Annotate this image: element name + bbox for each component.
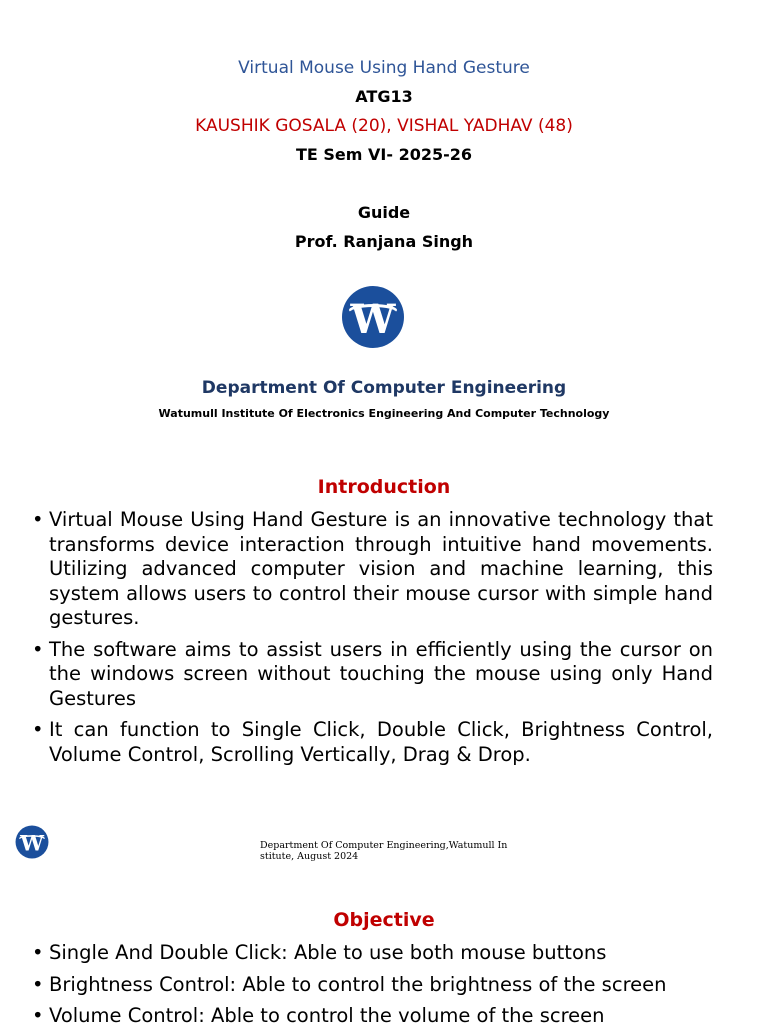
introduction-heading: Introduction — [317, 476, 451, 498]
group-code: ATG13 — [355, 87, 413, 106]
guide-name: Prof. Ranjana Singh — [294, 232, 474, 251]
institute-name: Watumull Institute Of Electronics Engineering And Computer Technology — [158, 407, 610, 420]
list-item: • Single And Double Click: Able to use both mouse buttons — [30, 941, 713, 966]
list-item: • It can function to Single Click, Double Click, Brightness Control, Volume Control, Scrolling Vertically, Drag & Drop. — [30, 718, 713, 767]
footer-logo-icon — [15, 825, 49, 859]
list-item: • Volume Control: Able to control the volume of the screen — [30, 1004, 713, 1029]
objective-list — [30, 941, 713, 1036]
list-item: • Virtual Mouse Using Hand Gesture is an innovative technology that transforms device interaction through intuitive hand movements. Utilizing advanced computer vision and machine learning, this system allows users to control their mouse cursor with simple hand gestures. — [30, 508, 713, 631]
introduction-list — [30, 508, 713, 774]
project-title: Virtual Mouse Using Hand Gesture — [238, 58, 530, 78]
list-item: • Brightness Control: Able to control the brightness of the screen — [30, 973, 713, 998]
list-item: • The software aims to assist users in efficiently using the cursor on the windows screen without touching the mouse using only Hand Gestures — [30, 638, 713, 712]
guide-heading: Guide — [357, 203, 411, 222]
department-name: Department Of Computer Engineering — [201, 378, 567, 398]
svg-text:W: W — [20, 831, 44, 857]
authors: KAUSHIK GOSALA (20), VISHAL YADHAV (48) — [195, 116, 573, 136]
svg-text:W: W — [350, 296, 396, 343]
footer-text: Department Of Computer Engineering,Watumull Institute, August 2024 — [260, 840, 508, 862]
objective-heading: Objective — [333, 909, 435, 931]
semester: TE Sem VI- 2025-26 — [295, 145, 472, 164]
institute-logo-icon — [341, 285, 405, 349]
